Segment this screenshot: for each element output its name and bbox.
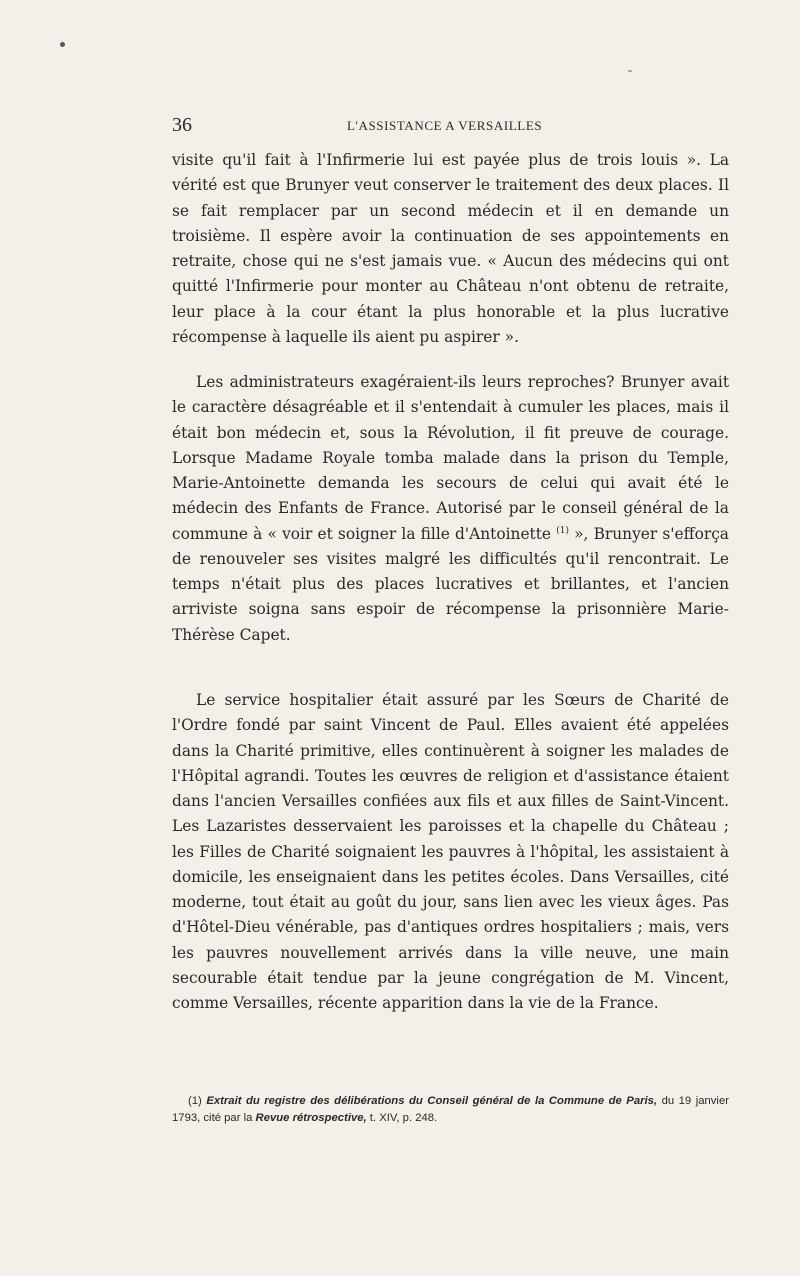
paragraph-text-before-note: Les administrateurs exagéraient-ils leurs reproches? Brunyer avait le caractère désagréable et il s'entendait à cumuler les places, mais il était bon médecin et, sous la Révolution, il fit preuve de courage. Lorsque Madame Royale tomba malade dans la prison du Temple, Marie-Antoinette demanda les secours de celui qui avait été le médecin des Enfants de France. Autorisé par le conseil général de la commune à « voir et soigner la fille d'Antoinette — [172, 373, 729, 543]
body-paragraph-2 — [172, 370, 729, 648]
paper-speck — [628, 70, 632, 72]
footnote-citation: t. XIV, p. 248. — [366, 1112, 438, 1124]
paragraph-text: visite qu'il fait à l'Infirmerie lui est payée plus de trois louis ». La vérité est que Brunyer veut conserver le traitement des deux places. Il se fait remplacer par un second médecin et il en demande un troisième. Il espère avoir la continuation de ses appointements en retraite, chose qui ne s'est jamais vue. « Aucun des médecins qui ont quitté l'Infirmerie pour monter au Château n'ont obtenu de retraite, leur place à la cour étant la plus honorable et la plus lucrative récompense à laquelle ils aient pu aspirer ». — [172, 151, 729, 346]
footnote-1 — [172, 1093, 729, 1127]
footnote-reference: (1) — [556, 525, 569, 536]
footnote-text: du 19 janvier 1793, cité par la — [172, 1095, 729, 1124]
footnote-number: (1) — [188, 1095, 202, 1107]
paragraph-text — [172, 370, 729, 648]
footnote-source-title: Extrait du registre des délibérations du Conseil général de la Commune de Paris, — [206, 1095, 658, 1107]
paper-speck — [60, 42, 65, 47]
paragraph-text: Le service hospitalier était assuré par les Sœurs de Charité de l'Ordre fondé par saint Vincent de Paul. Elles avaient été appelées dans la Charité primitive, elles continuèrent à soigner les malades de l'Hôpital agrandi. Toutes les œuvres de religion et d'assistance étaient dans l'ancien Versailles confiées aux fils et aux filles de Saint-Vincent. Les Lazaristes desservaient les paroisses et la chapelle du Château ; les Filles de Charité soignaient les pauvres à l'hôpital, les assistaient à domicile, les enseignaient dans les petites écoles. Dans Versailles, cité moderne, tout était au goût du jour, sans lien avec les vieux âges. Pas d'Hôtel-Dieu vénérable, pas d'antiques ordres hospitaliers ; mais, vers les pauvres nouvellement arrivés dans la ville neuve, une main secourable était tendue par la jeune congrégation de M. Vincent, comme Versailles, récente apparition dans la vie de la France. — [172, 691, 729, 1012]
footnote-journal-title: Revue rétrospective, — [255, 1112, 367, 1124]
page-header — [172, 114, 728, 138]
footnotes — [172, 1093, 729, 1127]
page-number: 36 — [172, 114, 192, 136]
body-paragraph-3 — [172, 688, 729, 1016]
running-title: L'ASSISTANCE A VERSAILLES — [347, 118, 543, 133]
paragraph-text-after-note: », Brunyer s'efforça de renouveler ses visites malgré les difficultés qu'il rencontrait. Le temps n'était plus des places lucratives et brillantes, et l'ancien arriviste soigna sans espoir de récompense la prisonnière Marie-Thérèse Capet. — [172, 524, 729, 644]
body-paragraph-1 — [172, 148, 729, 350]
